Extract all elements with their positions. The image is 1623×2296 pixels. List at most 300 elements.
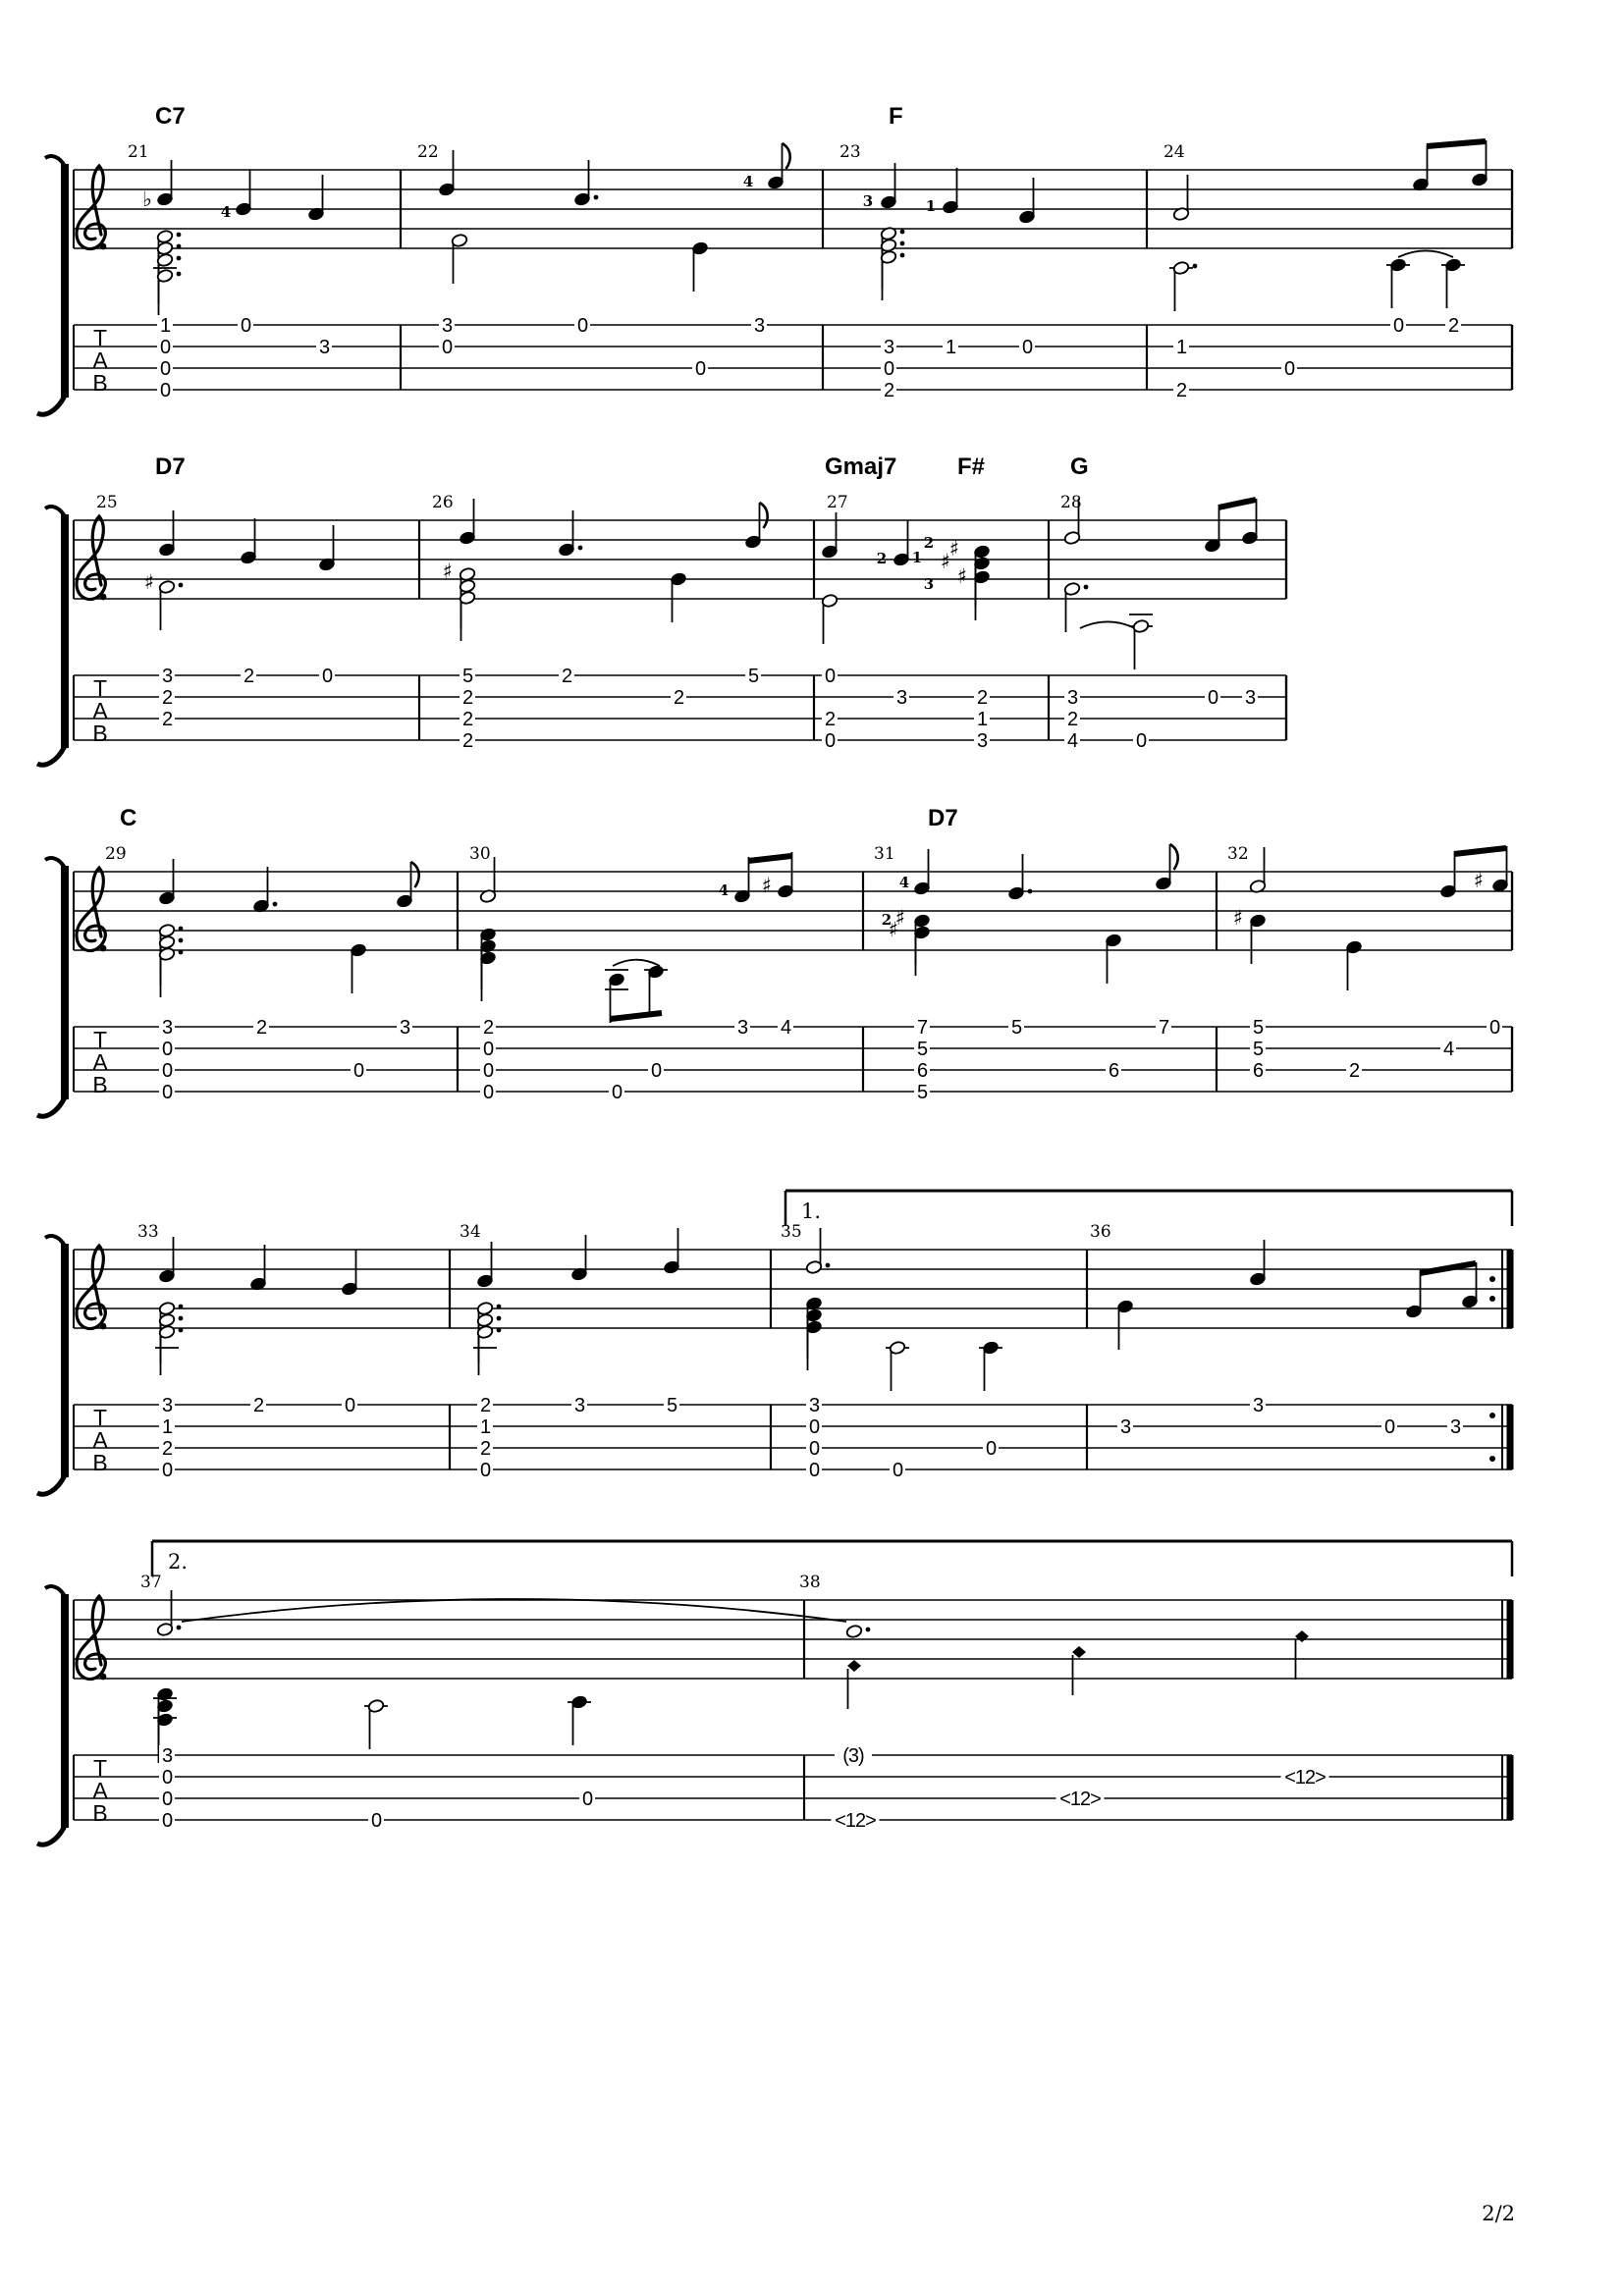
note [396, 862, 418, 908]
tab-fret: 6 [1108, 1060, 1119, 1082]
treble-clef-icon [77, 166, 105, 249]
tab-fret: 0 [370, 1810, 382, 1832]
augmentation-dot [497, 1305, 502, 1309]
note [880, 250, 904, 300]
augmentation-dot [900, 230, 905, 235]
tab-clef-letter: T [92, 1405, 108, 1430]
note [1471, 140, 1488, 187]
eighth-flag [411, 862, 419, 887]
note [733, 857, 750, 903]
accidental: ♯ [442, 560, 454, 583]
tab-clef-letter: T [92, 1755, 108, 1781]
tab-fret: 1 [161, 1416, 173, 1438]
note [1072, 1646, 1086, 1695]
measure-number: 31 [874, 844, 895, 864]
measure-number: 36 [1090, 1222, 1111, 1242]
notehead-diamond [1295, 1630, 1309, 1642]
notehead-diamond [847, 1660, 861, 1672]
tab-fret: 3 [573, 1395, 585, 1416]
tab-fret: 0 [1207, 687, 1218, 709]
note [158, 1237, 175, 1283]
measure-number: 26 [432, 493, 454, 512]
tab-fret: 0 [1383, 1416, 1395, 1438]
tab-fret: 0 [824, 730, 836, 752]
treble-clef-icon [100, 243, 107, 250]
note [158, 510, 175, 557]
tab-fret: 0 [694, 358, 706, 380]
tab-fret: 5 [1010, 1017, 1022, 1039]
tab-fret: 3 [399, 1017, 410, 1039]
tab-fret: 0 [808, 1416, 820, 1438]
chord-symbol: C [120, 805, 137, 831]
tab-fret: 3 [318, 337, 330, 358]
measure-number: 33 [137, 1222, 159, 1242]
note [318, 525, 335, 571]
augmentation-dot [179, 950, 184, 955]
tab-fret: 0 [159, 358, 171, 380]
augmentation-dot [1193, 264, 1198, 269]
note [558, 510, 582, 557]
accidental: ♯ [940, 550, 951, 573]
fingering-number: 2 [923, 534, 935, 552]
tab-fret: 2 [461, 687, 473, 709]
tab-fret: 0 [576, 315, 588, 337]
measure-number: 22 [417, 142, 439, 162]
augmentation-dot [179, 938, 184, 943]
tab-fret: 0 [161, 1810, 173, 1832]
repeat-dot [1489, 1296, 1495, 1302]
tab-fret: 0 [161, 1082, 173, 1103]
tab-fret: 2 [479, 1395, 491, 1416]
note [307, 175, 324, 221]
note [573, 160, 598, 206]
tab-fret: 3 [808, 1395, 820, 1416]
tab-fret: 0 [1392, 315, 1404, 337]
chord-symbol: Gmaj7 [825, 454, 897, 480]
tab-fret: 2 [461, 709, 473, 730]
fingering-number: 3 [923, 575, 935, 593]
system-brace-curl [37, 1475, 65, 1494]
tab-fret: 0 [581, 1789, 593, 1810]
system-brace-curl [45, 156, 65, 166]
fingering-number: 2 [876, 550, 888, 567]
beam [1420, 1263, 1476, 1273]
note [1491, 846, 1508, 892]
system-1 [37, 103, 1512, 414]
tab-fret: 5 [747, 666, 759, 687]
system-5 [37, 1541, 1512, 1844]
note [889, 1341, 905, 1391]
tab-fret: 0 [824, 666, 836, 687]
system-brace-curl [45, 507, 65, 516]
tab-fret: <12> [1284, 1767, 1325, 1789]
tab-fret: 3 [1252, 1395, 1264, 1416]
treble-clef-icon [77, 868, 105, 951]
note [1155, 844, 1177, 890]
tab-clef-letter: B [92, 1072, 108, 1097]
fingering-number: 2 [881, 911, 893, 929]
note [821, 512, 838, 559]
note [476, 1242, 493, 1288]
tab-fret: 1 [945, 337, 956, 358]
tab-fret: 3 [161, 1745, 173, 1767]
note [479, 951, 496, 1001]
accidental: ♭ [142, 187, 152, 211]
tab-fret: 2 [883, 380, 894, 401]
note [252, 867, 277, 913]
tab-fret: 0 [441, 337, 453, 358]
note [249, 1245, 266, 1291]
fingering-number: 4 [220, 203, 232, 221]
augmentation-dot [497, 1316, 502, 1321]
tab-fret: 2 [561, 666, 572, 687]
note [847, 1660, 861, 1709]
treble-clef-icon [100, 1323, 107, 1330]
tab-fret: 3 [161, 1017, 173, 1039]
augmentation-dot [497, 1328, 502, 1333]
note [479, 857, 496, 903]
measure-number: 29 [105, 844, 127, 864]
tab-fret: 0 [482, 1060, 494, 1082]
notehead [845, 1625, 862, 1639]
note [893, 520, 909, 566]
system-4 [37, 1191, 1512, 1494]
note [1132, 619, 1149, 669]
tab-clef-letter: T [92, 325, 108, 350]
tab-fret: 0 [161, 1767, 173, 1789]
treble-clef-icon [100, 1674, 107, 1681]
note [1204, 507, 1220, 553]
note [973, 570, 990, 620]
tab-fret: 0 [344, 1395, 355, 1416]
note [341, 1250, 357, 1296]
tab-fret: 0 [240, 315, 251, 337]
tab-clef-letter: B [92, 370, 108, 396]
note [350, 943, 366, 993]
system-brace-curl [45, 1236, 65, 1246]
tab-clef-letter: A [92, 1049, 108, 1075]
note [1295, 1630, 1309, 1680]
tab-fret: 2 [1066, 709, 1078, 730]
note [1105, 934, 1121, 984]
treble-clef-icon [77, 1246, 105, 1329]
note [1249, 914, 1266, 964]
tab-fret: 2 [252, 1395, 264, 1416]
tab-clef-letter: B [92, 1450, 108, 1475]
tab-fret: 3 [895, 687, 907, 709]
measure-number: 32 [1227, 844, 1249, 864]
note [1007, 854, 1032, 900]
system-brace-curl [37, 1826, 65, 1844]
note [459, 499, 475, 545]
tab-fret: 0 [352, 1060, 364, 1082]
volta-label: 2. [168, 1550, 189, 1574]
note [663, 1228, 679, 1274]
tab-fret: 4 [780, 1017, 791, 1039]
tab-fret: 2 [1348, 1060, 1360, 1082]
accidental: ♯ [761, 874, 773, 897]
tab-clef-letter: T [92, 675, 108, 701]
note [805, 1320, 822, 1370]
tab-clef-letter: A [92, 698, 108, 723]
tab-fret: 0 [482, 1039, 494, 1060]
accidental: ♯ [956, 564, 968, 588]
augmentation-dot [177, 272, 182, 277]
note [744, 503, 767, 549]
fingering-number: 1 [925, 197, 937, 215]
fingering-number: 3 [862, 192, 874, 210]
tab-fret: 3 [883, 337, 894, 358]
note [670, 572, 686, 622]
tab-fret: 2 [161, 709, 173, 730]
tab-fret: (3) [842, 1745, 864, 1767]
tab-fret: <12> [835, 1810, 876, 1832]
augmentation-dot [900, 241, 905, 246]
tab-fret: 0 [985, 1438, 997, 1460]
augmentation-dot [273, 902, 278, 907]
note [1412, 145, 1429, 191]
note [1249, 1240, 1266, 1286]
note [367, 1699, 384, 1749]
note [1172, 175, 1189, 221]
chord-symbol: D7 [155, 454, 186, 480]
note [942, 168, 958, 214]
tab-fret: 1 [1175, 337, 1187, 358]
tab-fret: 5 [916, 1082, 928, 1103]
augmentation-dot [866, 1628, 871, 1632]
tab-fret: 1 [159, 315, 171, 337]
note [767, 143, 789, 189]
chord-symbol: D7 [928, 805, 958, 831]
tab-fret: 0 [159, 337, 171, 358]
treble-clef-icon [77, 516, 105, 600]
tab-fret: 4 [1066, 730, 1078, 752]
note [805, 1228, 830, 1274]
note [158, 935, 183, 986]
tab-clef-letter: T [92, 1027, 108, 1052]
tab-fret: 2 [673, 687, 684, 709]
repeat-dot [1489, 1276, 1495, 1282]
tab-fret: 5 [1252, 1017, 1264, 1039]
note [156, 160, 173, 206]
system-brace-curl [45, 858, 65, 868]
system-brace-curl [37, 396, 65, 414]
treble-clef-icon [100, 594, 107, 601]
measure-number: 23 [839, 142, 861, 162]
tab-fret: 0 [1283, 358, 1295, 380]
beam [748, 856, 791, 861]
augmentation-dot [177, 233, 182, 238]
chord-symbol: C7 [155, 103, 186, 130]
tab-fret: 2 [255, 1017, 267, 1039]
accidental: ♯ [1232, 906, 1244, 930]
note [880, 239, 904, 289]
augmentation-dot [594, 195, 599, 200]
tab-fret: 2 [824, 709, 836, 730]
tab-fret: 0 [883, 358, 894, 380]
chord-symbol: F# [957, 454, 986, 480]
tab-fret: 5 [1252, 1039, 1264, 1060]
tab-clef-letter: A [92, 347, 108, 373]
beam [611, 1013, 662, 1019]
measure-number: 34 [460, 1222, 481, 1242]
tab-fret: 5 [916, 1039, 928, 1060]
tab-fret: 5 [666, 1395, 677, 1416]
notehead-diamond [1072, 1646, 1086, 1658]
eighth-flag [760, 503, 768, 528]
tab-fret: 0 [161, 1039, 173, 1060]
measure-number: 37 [140, 1573, 162, 1592]
beam [1218, 500, 1256, 507]
tab-fret: 0 [650, 1060, 662, 1082]
tab-fret: 7 [916, 1017, 928, 1039]
tab-fret: 3 [976, 730, 988, 752]
note [647, 965, 664, 1015]
repeat-dot [1489, 1456, 1495, 1462]
tab-fret: 3 [1244, 687, 1256, 709]
tab-fret: 3 [753, 315, 765, 337]
note [1116, 1300, 1133, 1350]
tab-fret: 0 [159, 380, 171, 401]
note [1063, 582, 1088, 632]
tab-fret: 1 [976, 709, 988, 730]
tab-fret: 0 [321, 666, 333, 687]
tab-clef-letter: B [92, 1800, 108, 1826]
tab-fret: 0 [808, 1438, 820, 1460]
tab-fret: 0 [1488, 1017, 1500, 1039]
accidental: ♯ [143, 570, 155, 594]
system-brace-curl [37, 1097, 65, 1116]
tab-fret: 2 [1175, 380, 1187, 401]
fingering-number: 4 [898, 874, 910, 891]
measure-number: 35 [781, 1222, 802, 1242]
tab-fret: 0 [479, 1460, 491, 1481]
tab-fret: 2 [161, 1438, 173, 1460]
system-brace-curl [37, 746, 65, 765]
augmentation-dot [826, 1263, 831, 1268]
tab-fret: 0 [161, 1460, 173, 1481]
tab-fret: 0 [482, 1082, 494, 1103]
augmentation-dot [578, 546, 583, 551]
measure-number: 30 [469, 844, 491, 864]
augmentation-dot [179, 1316, 184, 1321]
note [158, 859, 175, 905]
note [459, 591, 475, 641]
tab-fret: 2 [482, 1017, 494, 1039]
tab-fret: 3 [1119, 1416, 1131, 1438]
beam [1427, 141, 1486, 146]
beam [1454, 848, 1506, 854]
tab-fret: 4 [1442, 1039, 1454, 1060]
augmentation-dot [179, 583, 184, 588]
tab-clef-letter: A [92, 1427, 108, 1453]
measure-number: 38 [799, 1573, 821, 1592]
note [158, 1325, 183, 1375]
tab-fret: <12> [1059, 1789, 1101, 1810]
augmentation-dot [177, 1626, 182, 1630]
measure-number: 21 [128, 142, 149, 162]
page-number: 2/2 [1482, 2202, 1515, 2225]
tie-curve [182, 1599, 846, 1622]
eighth-flag [1170, 844, 1178, 870]
note [982, 1341, 999, 1391]
note [570, 1235, 587, 1281]
accidental: ♯ [894, 906, 906, 930]
note [821, 594, 838, 644]
accidental: ♯ [948, 537, 960, 561]
augmentation-dot [177, 244, 182, 249]
tab-fret: 3 [161, 666, 173, 687]
treble-clef-icon [100, 945, 107, 952]
measure-number: 28 [1060, 493, 1082, 512]
note [1249, 847, 1266, 893]
accidental: ♯ [888, 918, 899, 941]
tab-fret: 1 [479, 1416, 491, 1438]
note [1241, 499, 1258, 545]
fingering-number: 4 [718, 881, 730, 899]
note [156, 1590, 181, 1636]
augmentation-dot [1084, 585, 1089, 590]
note [1345, 940, 1362, 990]
system-3 [37, 805, 1512, 1116]
note [845, 1625, 870, 1639]
tab-fret: 6 [1252, 1060, 1264, 1082]
tie-curve [613, 960, 660, 966]
fingering-number: 4 [742, 173, 754, 190]
measure-number: 24 [1163, 142, 1185, 162]
tab-fret: 2 [1447, 315, 1459, 337]
note [570, 1695, 587, 1745]
tab-fret: 0 [808, 1460, 820, 1481]
tie-curve [1398, 250, 1453, 257]
note [158, 1313, 183, 1363]
tab-fret: 3 [1449, 1416, 1461, 1438]
tab-fret: 0 [161, 1789, 173, 1810]
tab-fret: 3 [441, 315, 453, 337]
note [1018, 178, 1035, 224]
treble-clef-icon [77, 1596, 105, 1680]
note [235, 170, 251, 216]
tab-clef-letter: B [92, 721, 108, 746]
tab-fret: 3 [1066, 687, 1078, 709]
measure-number: 27 [827, 493, 848, 512]
fingering-number: 1 [911, 549, 923, 566]
tab-fret: 2 [479, 1438, 491, 1460]
system-brace-curl [45, 1586, 65, 1596]
note [158, 947, 183, 997]
tab-fret: 0 [1021, 337, 1033, 358]
note [691, 241, 708, 292]
tab-fret: 7 [1158, 1017, 1169, 1039]
note [156, 269, 181, 319]
chord-symbol: F [889, 103, 903, 130]
note [240, 518, 256, 564]
tab-fret: 0 [892, 1460, 903, 1481]
tab-fret: 5 [461, 666, 473, 687]
tab-fret: 2 [976, 687, 988, 709]
note [1439, 852, 1456, 898]
note [438, 150, 455, 196]
note [1172, 261, 1197, 311]
note [1389, 258, 1406, 308]
note [451, 234, 467, 284]
tab-clef-letter: A [92, 1778, 108, 1803]
tab-fret: 3 [161, 1395, 173, 1416]
tab-fret: 3 [736, 1017, 748, 1039]
augmentation-dot [179, 1328, 184, 1333]
augmentation-dot [179, 927, 184, 932]
note [1444, 258, 1461, 308]
